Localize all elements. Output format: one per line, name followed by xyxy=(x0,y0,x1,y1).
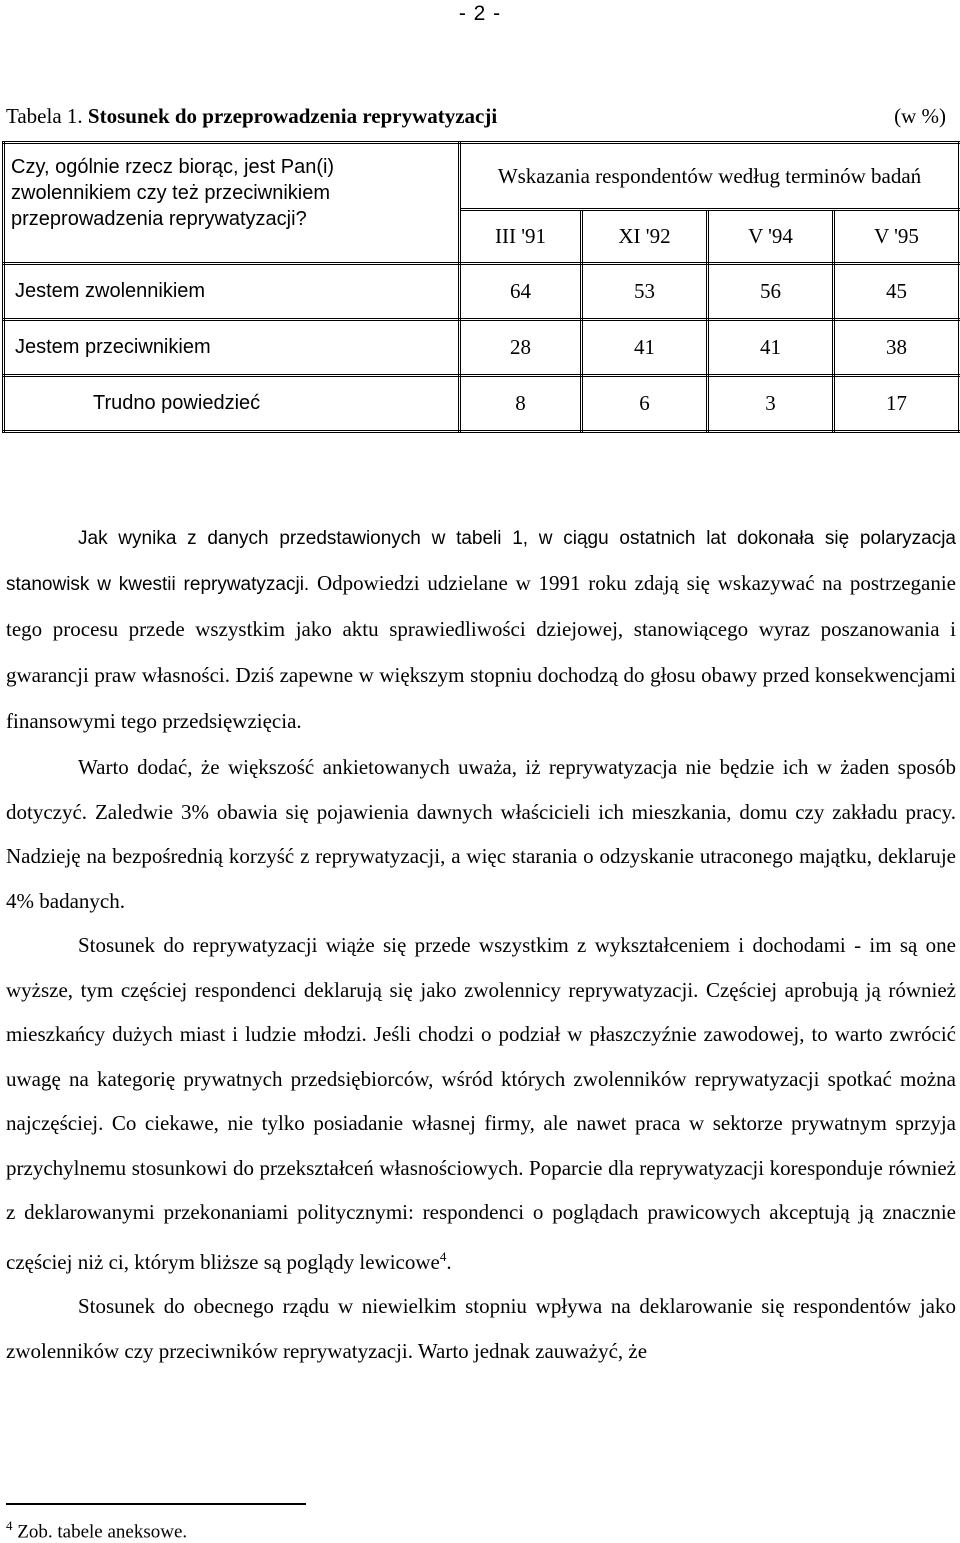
footnote-divider xyxy=(6,1503,306,1505)
paragraph-4: Stosunek do obecnego rządu w niewielkim stopniu wpływa na deklarowanie się respondentów jako zwolenników czy przeciwników reprywatyzacji. Warto jednak zauważyć, że xyxy=(6,1294,956,1363)
paragraph-3-text: Stosunek do reprywatyzacji wiąże się przede wszystkim z wykształceniem i dochodami - im są one wyższe, tym częściej respondenci deklarują się jako zwolennicy reprywatyzacji. Częściej aprobują ją również mieszkańcy dużych miast i ludzie młodzi. Jeśli chodzi o podział w płaszczyźnie zawodowej, to warto zwrócić uwagę na kategorię prywatnych przedsiębiorców, wśród których zwolenników reprywatyzacji spotkać można najczęściej. Co ciekawe, nie tylko posiadanie własnej firmy, ale nawet praca w sektorze prywatnym sprzyja przychylnemu stosunkowi do przekształceń własnościowych. Poparcie dla reprywatyzacji koresponduje również z deklarowanymi przekonaniami politycznymi: respondenci o poglądach prawicowych akceptują ją znacznie częściej niż ci, którym bliższe są poglądy lewicowe xyxy=(6,933,956,1274)
paragraph-1 xyxy=(6,516,956,745)
paragraph-2: Warto dodać, że większość ankietowanych uważa, iż reprywatyzacja nie będzie ich w żaden sposób dotyczyć. Zaledwie 3% obawia się pojawienia dawnych właścicieli ich mieszkania, domu czy zakładu pracy. Nadzieję na bezpośrednią korzyść z reprywatyzacji, a więc starania o odzyskanie utraconego majątku, deklaruje 4% badanych. xyxy=(6,755,956,913)
paragraph-3-end: . xyxy=(446,1249,452,1274)
paragraph-3 xyxy=(6,923,956,1284)
column-header: V '94 xyxy=(708,210,834,264)
table-cell: 28 xyxy=(460,320,582,376)
table-1 xyxy=(2,141,958,432)
paragraph-1-serif: Odpowiedzi udzielane w 1991 roku zdają się wskazywać na postrzeganie tego procesu przede wszystkim jako aktu sprawiedliwości dziejowej, stanowiącego wyraz poszanowania i gwarancji praw własności. xyxy=(6,571,956,687)
column-header: III '91 xyxy=(460,210,582,264)
row-label: Jestem zwolennikiem xyxy=(4,264,460,320)
column-header: V '95 xyxy=(834,210,960,264)
caption-title: Stosunek do przeprowadzenia reprywatyzacji xyxy=(87,104,498,128)
question-cell: Czy, ogólnie rzecz biorąc, jest Pan(i) zwolennikiem czy też przeciwnikiem przeprowadzenia reprywatyzacji? xyxy=(4,143,460,264)
table-row xyxy=(4,376,960,432)
table-row xyxy=(4,320,960,376)
column-header: XI '92 xyxy=(582,210,708,264)
table-cell: 64 xyxy=(460,264,582,320)
footnote-number: 4 xyxy=(6,1518,13,1533)
table-cell: 53 xyxy=(582,264,708,320)
table-cell: 41 xyxy=(708,320,834,376)
footnote-text: Zob. tabele aneksowe. xyxy=(12,1521,188,1543)
row-label: Trudno powiedzieć xyxy=(4,376,460,432)
table-cell: 8 xyxy=(460,376,582,432)
body-text xyxy=(6,516,956,1373)
table-cell: 41 xyxy=(582,320,708,376)
caption-unit: (w %) xyxy=(894,104,946,128)
footnote-ref: 4 xyxy=(439,1248,447,1264)
caption-prefix: Tabela 1. xyxy=(6,104,83,128)
table-cell: 6 xyxy=(582,376,708,432)
table-cell: 38 xyxy=(834,320,960,376)
table-cell: 56 xyxy=(708,264,834,320)
footnote xyxy=(6,1518,187,1543)
table-cell: 17 xyxy=(834,376,960,432)
row-label: Jestem przeciwnikiem xyxy=(4,320,460,376)
header-group: Wskazania respondentów według terminów badań xyxy=(460,143,960,210)
data-table xyxy=(2,141,960,433)
paragraph-1-serif-2: Dziś zapewne w większym stopniu dochodzą do głosu obawy przed konsekwencjami finansowymi tego przedsięwzięcia. xyxy=(6,663,957,733)
page-number: - 2 - xyxy=(458,2,502,25)
table-row xyxy=(4,264,960,320)
table-cell: 45 xyxy=(834,264,960,320)
paragraph-1-sans: Jak wynika z danych przedstawionych w tabeli 1, w ciągu ostatnich lat dokonała się polaryzacja stanowisk w kwestii reprywatyzacji. xyxy=(6,528,956,595)
table-caption xyxy=(6,104,946,129)
table-cell: 3 xyxy=(708,376,834,432)
